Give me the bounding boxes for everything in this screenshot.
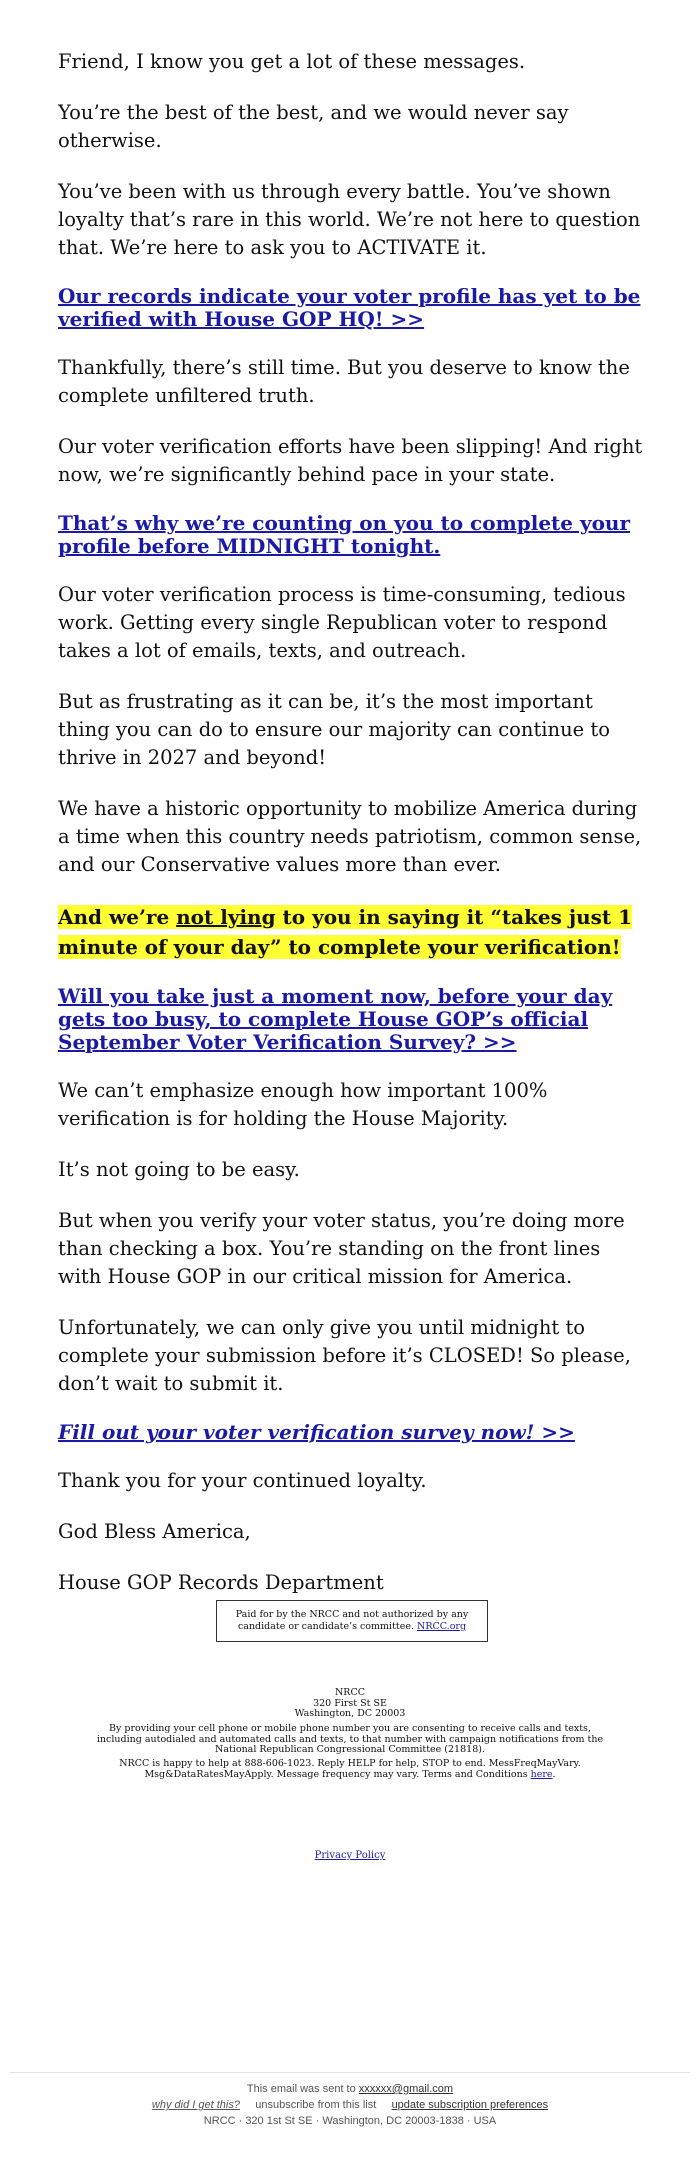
highlight-paragraph	[58, 902, 648, 962]
emphasize-paragraph: We can’t emphasize enough how important 100% verification is for holding the House Majority.	[58, 1079, 548, 1130]
help-notice: NRCC is happy to help at 888-606-1023. Reply HELP for help, STOP to end. MessFreqMayVary. Msg&DataRatesMayApply. Message frequency may vary. Terms and Conditions here.	[119, 1758, 581, 1780]
bless-paragraph: God Bless America,	[58, 1520, 251, 1543]
footer-address: NRCC · 320 1st St SE · Washington, DC 20003-1838 · USA	[203, 2115, 497, 2127]
consent-notice: By providing your cell phone or mobile phone number you are consenting to receive calls and texts, including autodialed and automated calls and texts, to that number with campaign notifications from the National Republican Congressional Committee (21818).	[96, 1723, 604, 1755]
easy-paragraph: It’s not going to be easy.	[58, 1158, 300, 1181]
update-preferences-link[interactable]: update subscription preferences	[391, 2099, 549, 2111]
survey-link[interactable]: Will you take just a moment now, before your day gets too busy, to complete House GOP’s official September Voter Verification Survey? >>	[58, 984, 613, 1054]
recipient-email-link[interactable]: xxxxxx@gmail.com	[358, 2083, 454, 2095]
footer-divider	[10, 2072, 690, 2073]
email-body	[58, 48, 648, 1620]
historic-paragraph: We have a historic opportunity to mobilize America during a time when this country needs patriotism, common sense, and our Conservative values more than ever.	[58, 797, 642, 876]
midnight-link[interactable]: That’s why we’re counting on you to complete your profile before MIDNIGHT tonight.	[58, 511, 631, 558]
greeting-paragraph: Friend, I know you get a lot of these messages.	[58, 50, 526, 73]
highlighted-text: And we’re not lying to you in saying it “takes just 1 minute of your day” to complete your verification!	[58, 905, 633, 959]
paid-for-disclaimer: Paid for by the NRCC and not authorized by any candidate or candidate’s committee. NRCC.org	[216, 1600, 488, 1642]
mailing-address	[90, 1688, 610, 1720]
battle-paragraph: You’ve been with us through every battle. You’ve shown loyalty that’s rare in this world. We’re not here to question that. We’re here to ask you to ACTIVATE it.	[58, 180, 641, 259]
signature: House GOP Records Department	[58, 1571, 384, 1594]
sent-to-line: This email was sent to xxxxxx@gmail.com	[246, 2083, 454, 2095]
thanks-paragraph: Thank you for your continued loyalty.	[58, 1469, 427, 1492]
address-street: 320 First St SE	[313, 1697, 387, 1709]
fill-survey-link[interactable]: Fill out your voter verification survey now! >>	[58, 1420, 575, 1444]
best-paragraph: You’re the best of the best, and we would never say otherwise.	[58, 101, 569, 152]
not-lying-text: not lying	[176, 905, 276, 929]
address-city: Washington, DC 20003	[294, 1708, 406, 1719]
privacy-section	[0, 1850, 700, 1861]
records-link[interactable]: Our records indicate your voter profile has yet to be verified with House GOP HQ! >>	[58, 284, 641, 331]
process-paragraph: Our voter verification process is time-consuming, tedious work. Getting every single Republican voter to respond takes a lot of emails, texts, and outreach.	[58, 583, 626, 662]
why-link[interactable]: why did I get this?	[151, 2099, 240, 2111]
address-org: NRCC	[334, 1687, 365, 1698]
privacy-policy-link[interactable]: Privacy Policy	[314, 1850, 386, 1861]
slipping-paragraph: Our voter verification efforts have been slipping! And right now, we’re significantly behind pace in your state.	[58, 435, 643, 486]
verify-paragraph: But when you verify your voter status, you’re doing more than checking a box. You’re standing on the front lines with House GOP in our critical mission for America.	[58, 1209, 625, 1288]
terms-link[interactable]: here	[530, 1768, 553, 1780]
nrcc-link[interactable]: NRCC.org	[417, 1621, 467, 1632]
frustrating-paragraph: But as frustrating as it can be, it’s the most important thing you can do to ensure our majority can continue to thrive in 2027 and beyond!	[58, 690, 610, 769]
thankfully-paragraph: Thankfully, there’s still time. But you deserve to know the complete unfiltered truth.	[58, 356, 630, 407]
unfortunately-paragraph: Unfortunately, we can only give you until midnight to complete your submission before it’s CLOSED! So please, don’t wait to submit it.	[58, 1316, 631, 1395]
subscription-links	[0, 2098, 700, 2113]
unsubscribe-link[interactable]: unsubscribe from this list	[255, 2099, 377, 2111]
